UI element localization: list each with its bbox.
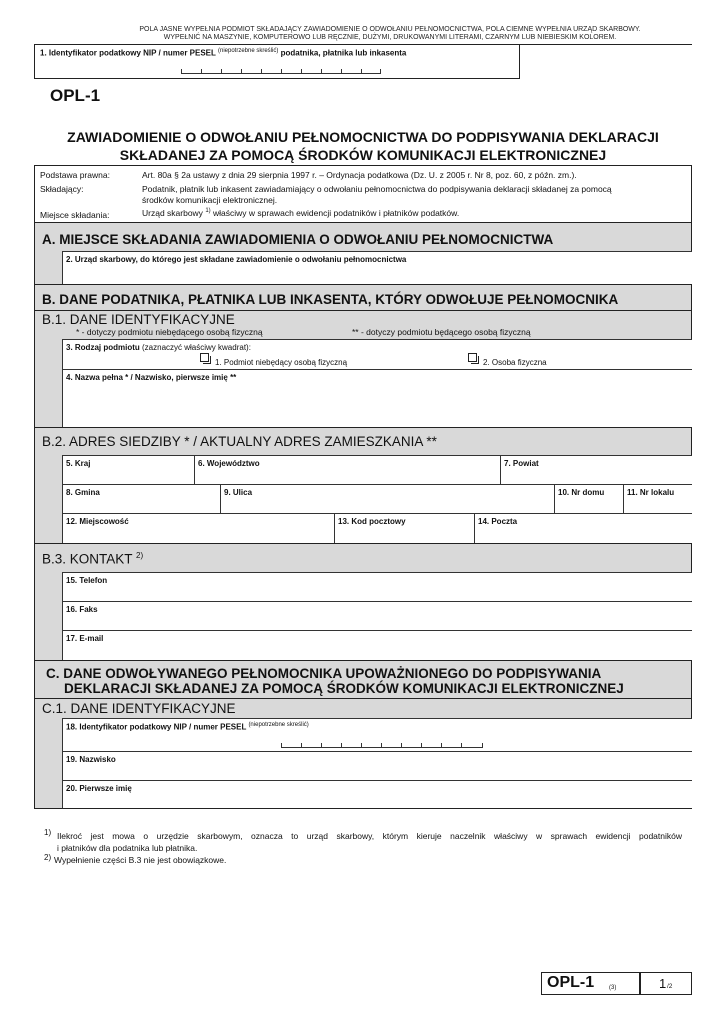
legal-basis-label: Podstawa prawna:	[40, 170, 110, 180]
field-12-city[interactable]: 12. Miejscowość	[62, 513, 334, 543]
place-label: Miejsce składania:	[40, 210, 110, 220]
b1-note-left: * - dotyczy podmiotu niebędącego osobą fizyczną	[76, 327, 263, 337]
divider-b2	[34, 427, 692, 428]
b1-note-right: ** - dotyczy podmiotu będącego osobą fizyczną	[352, 327, 531, 337]
field-14-post-office[interactable]: 14. Poczta	[474, 513, 692, 543]
header-note-2: WYPEŁNIĆ NA MASZYNIE, KOMPUTEROWO LUB RĘCZNIE, DUŻYMI, DRUKOWANYMI LITERAMI, CZARNYM LUB NIEBIESKIM KOLOREM.	[163, 34, 617, 41]
field-16-fax[interactable]: 16. Faks	[62, 601, 692, 630]
field-17-email[interactable]: 17. E-mail	[62, 630, 692, 660]
field-7-county[interactable]: 7. Powiat	[500, 455, 692, 484]
legal-basis-value: Art. 80a § 2a ustawy z dnia 29 sierpnia 1997 r. – Ordynacja podatkowa (Dz. U. z 2005 r. Nr 8, poz. 60, z późn. zm.).	[142, 170, 577, 180]
form-code: OPL-1	[50, 86, 101, 105]
filer-value-2: środków komunikacji elektronicznej.	[142, 195, 278, 205]
field-9-street[interactable]: 9. Ulica	[220, 484, 554, 513]
field-2-office[interactable]: 2. Urząd skarbowy, do którego jest składane zawiadomienie o odwołaniu pełnomocnictwa	[62, 251, 692, 284]
b2-title: B.2. ADRES SIEDZIBY * / AKTUALNY ADRES ZAMIESZKANIA **	[42, 434, 437, 449]
field-3-label: 3. Rodzaj podmiotu (zaznaczyć właściwy kwadrat):	[66, 343, 251, 352]
footer-version: (3)	[609, 985, 617, 991]
field-18-digit-ticks	[281, 743, 483, 748]
c1-title: C.1. DANE IDENTYFIKACYJNE	[42, 701, 236, 716]
place-value: Urząd skarbowy $^{1)}$ właściwy w sprawach ewidencji podatników i płatników podatków.	[142, 208, 460, 218]
footnote-2-text: Wypełnienie części B.3 nie jest obowiązkowe.	[54, 855, 227, 865]
b1-title: B.1. DANE IDENTYFIKACYJNE	[42, 312, 235, 327]
divider-c	[34, 660, 692, 661]
field-18-label: 18. Identyfikator podatkowy NIP / numer PESEL $^{(niepotrzebne skreślić)}$	[66, 722, 309, 732]
divider-b3	[34, 543, 692, 544]
footer-page-box	[640, 972, 692, 995]
field-19-surname[interactable]: 19. Nazwisko	[62, 751, 692, 780]
checkbox-opt1[interactable]	[200, 353, 209, 362]
field-10-house-number[interactable]: 10. Nr domu	[554, 484, 623, 513]
field-5-country[interactable]: 5. Kraj	[62, 455, 194, 484]
filer-value-1: Podatnik, płatnik lub inkasent zawiadamiający o odwołaniu pełnomocnictwa do podpisywania deklaracji składanej za pomocą	[142, 184, 612, 194]
form-title: ZAWIADOMIENIE O ODWOŁANIU PEŁNOMOCNICTWA DO PODPISYWANIA DEKLARACJI SKŁADANEJ ZA POMOCĄ ŚRODKÓW KOMUNIKACJI ELEKTRONICZNEJ	[67, 129, 659, 163]
field-11-apartment-number[interactable]: 11. Nr lokalu	[623, 484, 692, 513]
field-8-commune[interactable]: 8. Gmina	[62, 484, 220, 513]
footnote-2-mark: 2)	[44, 853, 52, 862]
checkbox-opt2[interactable]	[468, 353, 477, 362]
opt1-label: 1. Podmiot niebędący osobą fizyczną	[215, 358, 348, 367]
footer-code: OPL-1	[547, 974, 595, 991]
nip-box[interactable]	[34, 44, 520, 79]
field-3-entity-type	[62, 339, 692, 369]
filer-label: Składający:	[40, 184, 84, 194]
divider-b	[34, 310, 692, 311]
divider-c1	[34, 698, 692, 699]
field-20-first-name[interactable]: 20. Pierwsze imię	[62, 780, 692, 809]
section-a-title: A. MIEJSCE SKŁADANIA ZAWIADOMIENIA O ODWOŁANIU PEŁNOMOCNICTWA	[42, 232, 554, 247]
b3-title: B.3. KONTAKT $^{2)}$	[42, 551, 144, 567]
divider-a	[34, 284, 692, 285]
section-b-title: B. DANE PODATNIKA, PŁATNIKA LUB INKASENTA, KTÓRY ODWOŁUJE PEŁNOMOCNIKA	[42, 292, 619, 307]
opt2-label: 2. Osoba fizyczna	[483, 358, 547, 367]
footnote-1-line1: Ilekroć jest mowa o urzędzie skarbowym, oznacza to urząd skarbowy, którym kieruje naczelnik właściwy w sprawach ewidencji podatników	[57, 831, 682, 841]
field-1-label: 1. Identyfikator podatkowy NIP / numer PESEL $^{(niepotrzebne skreślić)}$ podatnika, płatnika lub inkasenta	[40, 48, 407, 58]
footnote-1-line2: i płatników dla podatnika lub płatnika.	[57, 843, 198, 853]
section-c-title: C. DANE ODWOŁYWANEGO PEŁNOMOCNIKA UPOWAŻNIONEGO DO PODPISYWANIA DEKLARACJI SKŁADANEJ ZA POMOCĄ ŚRODKÓW KOMUNIKACJI ELEKTRONICZNEJ	[46, 666, 624, 696]
field-13-postal-code[interactable]: 13. Kod pocztowy	[334, 513, 474, 543]
header-note-1: POLA JASNE WYPEŁNIA PODMIOT SKŁADAJĄCY ZAWIADOMIENIE O ODWOŁANIU PEŁNOMOCNICTWA, POLA CIEMNE WYPEŁNIA URZĄD SKARBOWY.	[139, 26, 641, 33]
field-6-voivodeship[interactable]: 6. Województwo	[194, 455, 500, 484]
field-18-nip[interactable]	[62, 718, 692, 751]
nip-digit-ticks	[181, 69, 381, 74]
footer-code-box	[541, 972, 640, 995]
field-15-phone[interactable]: 15. Telefon	[62, 572, 692, 601]
footnote-1-mark: 1)	[44, 828, 52, 837]
info-block	[34, 165, 692, 223]
footer-page: 1	[659, 976, 667, 991]
field-4-name[interactable]: 4. Nazwa pełna * / Nazwisko, pierwsze imię **	[62, 369, 692, 427]
footer-total: /2	[667, 983, 673, 990]
